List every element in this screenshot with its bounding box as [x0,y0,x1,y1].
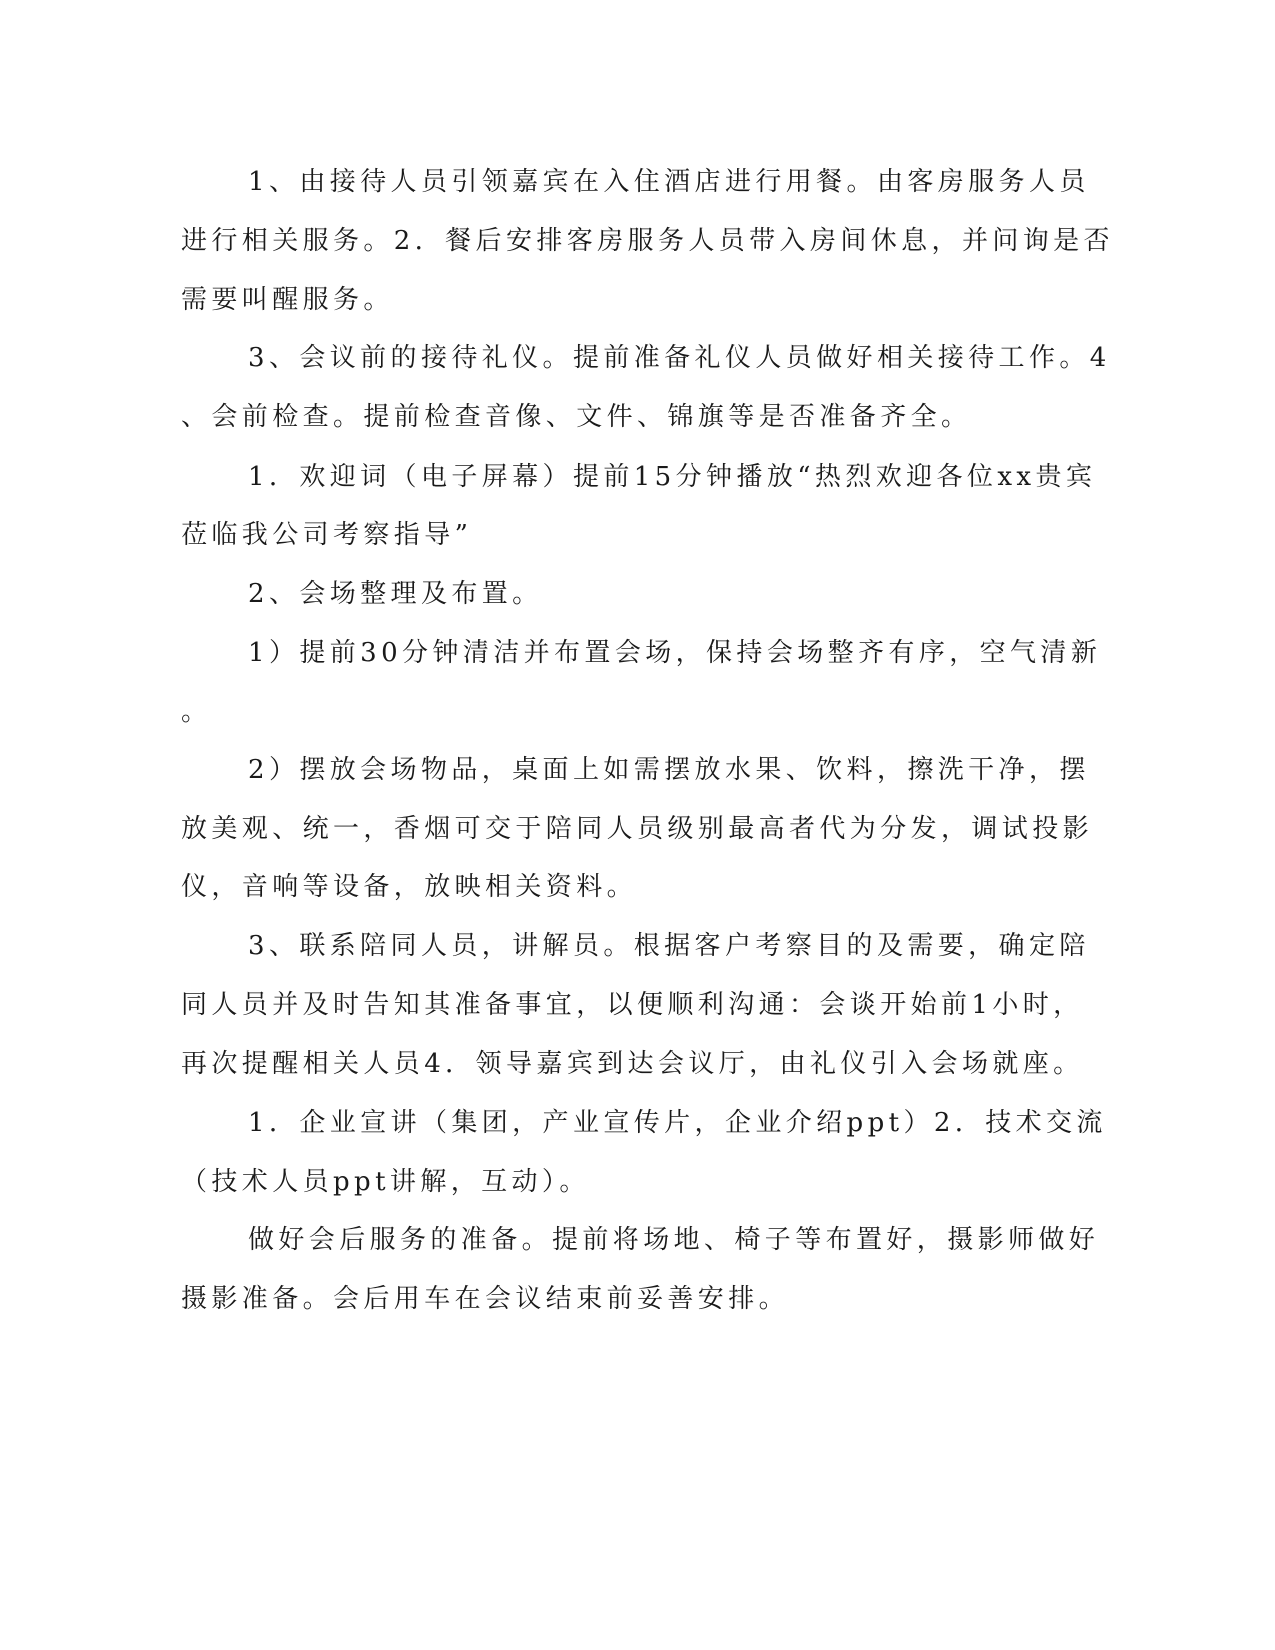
paragraph-line: 仪，音响等设备，放映相关资料。 [181,872,638,902]
paragraph-line: 摄影准备。会后用车在会议结束前妥善安排。 [181,1284,790,1314]
paragraph-line: 进行相关服务。2．餐后安排客房服务人员带入房间休息，并问询是否 [181,226,1114,256]
paragraph-line: 放美观、统一，香烟可交于陪同人员级别最高者代为分发，调试投影 [181,814,1094,844]
paragraph-line: 1．欢迎词（电子屏幕）提前15分钟播放“热烈欢迎各位xx贵宾 [248,462,1097,492]
paragraph-line: 再次提醒相关人员4．领导嘉宾到达会议厅，由礼仪引入会场就座。 [181,1049,1084,1079]
paragraph-line: 、会前检查。提前检查音像、文件、锦旗等是否准备齐全。 [181,402,972,432]
paragraph-line: 需要叫醒服务。 [181,285,394,315]
paragraph-line: 做好会后服务的准备。提前将场地、椅子等布置好，摄影师做好 [248,1225,1100,1255]
paragraph-line: 1、由接待人员引领嘉宾在入住酒店进行用餐。由客房服务人员 [248,167,1090,197]
paragraph-line: 3、联系陪同人员，讲解员。根据客户考察目的及需要，确定陪 [248,931,1090,961]
paragraph-line: 3、会议前的接待礼仪。提前准备礼仪人员做好相关接待工作。4 [248,343,1111,373]
paragraph-line: 2、会场整理及布置。 [248,579,543,609]
paragraph-line: 。 [181,697,212,727]
paragraph-line: 莅临我公司考察指导” [181,520,473,550]
paragraph-line: 1．企业宣讲（集团，产业宣传片，企业介绍ppt）2．技术交流 [248,1108,1107,1138]
paragraph-line: 1）提前30分钟清洁并布置会场，保持会场整齐有序，空气清新 [248,638,1102,668]
paragraph-line: （技术人员ppt讲解，互动）。 [181,1167,590,1197]
paragraph-line: 同人员并及时告知其准备事宜，以便顺利沟通：会谈开始前1小时， [181,990,1084,1020]
paragraph-line: 2）摆放会场物品，桌面上如需摆放水果、饮料，擦洗干净，摆 [248,755,1090,785]
